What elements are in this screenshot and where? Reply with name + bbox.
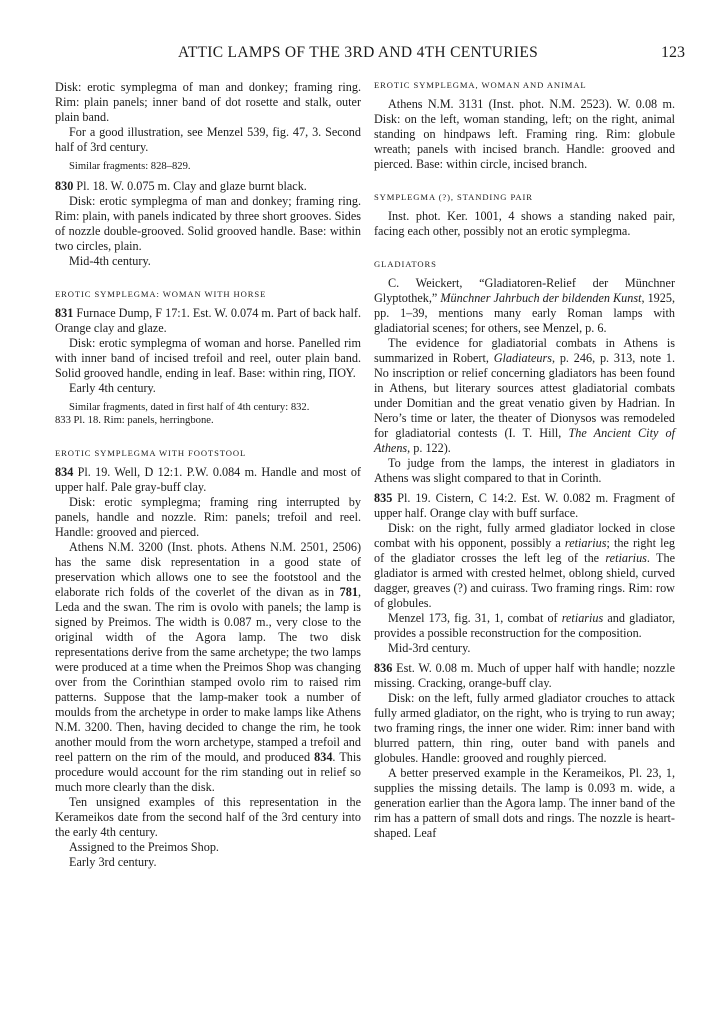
page-number: 123 <box>661 44 685 61</box>
paragraph: To judge from the lamps, the interest in gladiators in Athens was slight compared to that in Corinth. <box>374 456 675 485</box>
similar-fragments: Similar fragments: 828–829. <box>69 161 191 172</box>
paragraph: Assigned to the Preimos Shop. <box>69 839 219 854</box>
date-line: Early 3rd century. <box>69 854 157 869</box>
entry-number: 834 <box>55 464 74 479</box>
section-heading: SYMPLEGMA (?), STANDING PAIR <box>374 192 533 202</box>
paragraph: Disk: erotic symplegma of man and donkey; framing ring. Rim: plain, with panels indicated by three short grooves. Sides of nozzle double-grooved. Solid grooved handle. Base: within two circles, plain. <box>55 193 361 253</box>
paragraph: Inst. phot. Ker. 1001, 4 shows a standing naked pair, facing each other, possibly not an erotic symplegma. <box>374 209 675 238</box>
running-header <box>55 44 685 68</box>
catalogue-entry-831: 831 Furnace Dump, F 17:1. Est. W. 0.074 m. Part of back half. Orange clay and glaze. <box>55 305 361 335</box>
entry-number: 835 <box>374 491 393 505</box>
paragraph: Disk: erotic symplegma; framing ring interrupted by panels, handle and nozzle. Rim: panels; trefoil and reel. Handle: grooved and pierced. <box>55 494 361 539</box>
entry-number: 830 <box>55 178 74 193</box>
section-heading: GLADIATORS <box>374 259 437 269</box>
paragraph: C. Weickert, “Gladiatoren-Relief der Münchner Glyptothek,” Münchner Jahrbuch der bildenden Kunst, 1925, pp. 1–39, mentions many early Roman lamps with gladiatorial scenes; for others, see Menzel, p. 6. <box>374 276 676 335</box>
section-heading: EROTIC SYMPLEGMA: WOMAN WITH HORSE <box>55 288 267 299</box>
catalogue-entry-834: 834 Pl. 19. Well, D 12:1. P.W. 0.084 m. Handle and most of upper half. Pale gray-buff clay. <box>55 464 361 494</box>
paragraph: A better preserved example in the Kerameikos, Pl. 23, 1, supplies the missing details. The lamp is 0.093 m. wide, a generation earlier than the Agora lamp. The inner band of the rim has a pattern of small dots and rings. The nozzle is heart-shaped. Leaf <box>374 766 675 840</box>
date-line: Early 4th century. <box>69 380 156 395</box>
paragraph: Ten unsigned examples of this representation in the Kerameikos date from the second half of the 3rd century into the early 4th century. <box>55 794 361 839</box>
catalogue-entry-830: 830 Pl. 18. W. 0.075 m. Clay and glaze burnt black. <box>55 178 307 193</box>
section-heading: EROTIC SYMPLEGMA WITH FOOTSTOOL <box>55 447 247 458</box>
paragraph: For a good illustration, see Menzel 539, fig. 47, 3. Second half of 3rd century. <box>55 125 361 154</box>
left-column <box>55 80 361 870</box>
paragraph: Disk: on the right, fully armed gladiator locked in close combat with his opponent, possibly a retiarius; the right leg of the gladiator crosses the left leg of the retiarius. The gladiator is armed with crested helmet, oblong shield, curved dagger, greaves (?) and cuirass. Two framing rings. Rim: row of globules. <box>374 521 675 610</box>
entry-number: 831 <box>55 305 74 320</box>
right-column <box>374 80 675 841</box>
cross-reference: 781 <box>339 584 358 599</box>
catalogue-entry-833: 833 Pl. 18. Rim: panels, herringbone. <box>55 415 214 426</box>
catalogue-entry-835: 835 Pl. 19. Cistern, C 14:2. Est. W. 0.082 m. Fragment of upper half. Orange clay with buff surface. <box>374 491 675 520</box>
paragraph: Disk: on the left, fully armed gladiator crouches to attack fully armed gladiator, on the right, who is trying to run away; two framing rings, the inner one wider. Rim: inner band with blurred pattern, thin ring, outer band with panels and globules. Handle: grooved and roughly pierced. <box>374 691 675 765</box>
entry-number: 836 <box>374 661 393 675</box>
paragraph: The evidence for gladiatorial combats in Athens is summarized in Robert, Gladiateurs, p. 246, p. 313, note 1. No inscription or relief concerning gladiators has been found in Athens, but literary sources attest gladiatorial combats under Domitian and the great venatio given by Hadrian. In Nero’s time or later, the theater of Dionysos was remodeled for gladiatorial contests (I. T. Hill, The Ancient City of Athens, p. 122). <box>374 336 676 455</box>
paragraph: Disk: erotic symplegma of man and donkey; framing ring. Rim: plain panels; inner band of dot rosette and stalk, outer plain band. <box>55 80 361 124</box>
section-heading: EROTIC SYMPLEGMA, WOMAN AND ANIMAL <box>374 80 587 90</box>
paragraph: Athens N.M. 3200 (Inst. phots. Athens N.M. 2501, 2506) has the same disk representation in a good state of preservation which allows one to see the footstool and the elaborate rich folds of the coverlet of the divan as in 781, Leda and the swan. The rim is ovolo with panels; the lamp is signed by Preimos. The width is 0.087 m., very close to the original width of the Agora lamp. The two disk representations derive from the same archetype; the two lamps were produced at a time when the Preimos Shop was changing over from the Corinthian stamped ovolo rim to raised rim patterns. Suppose that the lamp-maker took a number of moulds from the archetype in order to make lamps like Athens N.M. 3200. Then, having decided to change the rim, he took another mould from the worn archetype, stamped a trefoil and reel pattern on the rim of the mould, and produced 834. This procedure would account for the rim standing out in relief so much more clearly than the disk. <box>55 539 362 794</box>
similar-fragments: Similar fragments, dated in first half of 4th century: 832. <box>69 401 310 413</box>
catalogue-entry-836: 836 Est. W. 0.08 m. Much of upper half with handle; nozzle missing. Cracking, orange-buff clay. <box>374 661 675 690</box>
paragraph: Disk: erotic symplegma of woman and horse. Panelled rim with inner band of incised trefoil and reel, outer plain band. Solid grooved handle, ending in leaf. Base: within ring, ΠΟΥ. <box>55 335 361 380</box>
date-line: Mid-4th century. <box>69 253 151 268</box>
paragraph: Athens N.M. 3131 (Inst. phot. N.M. 2523). W. 0.08 m. Disk: on the left, woman standing, left; on the right, animal standing on hindpaws left. Framing ring. Rim: globule wreath; panels with incised branch. Handle: grooved and pierced. Base: within circle, incised branch. <box>374 97 675 171</box>
running-title: ATTIC LAMPS OF THE 3RD AND 4TH CENTURIES <box>177 44 539 61</box>
cross-reference: 834 <box>314 749 333 764</box>
date-line: Mid-3rd century. <box>388 641 471 655</box>
paragraph: Menzel 173, fig. 31, 1, combat of retiarius and gladiator, provides a possible reconstruction for the composition. <box>374 611 675 640</box>
